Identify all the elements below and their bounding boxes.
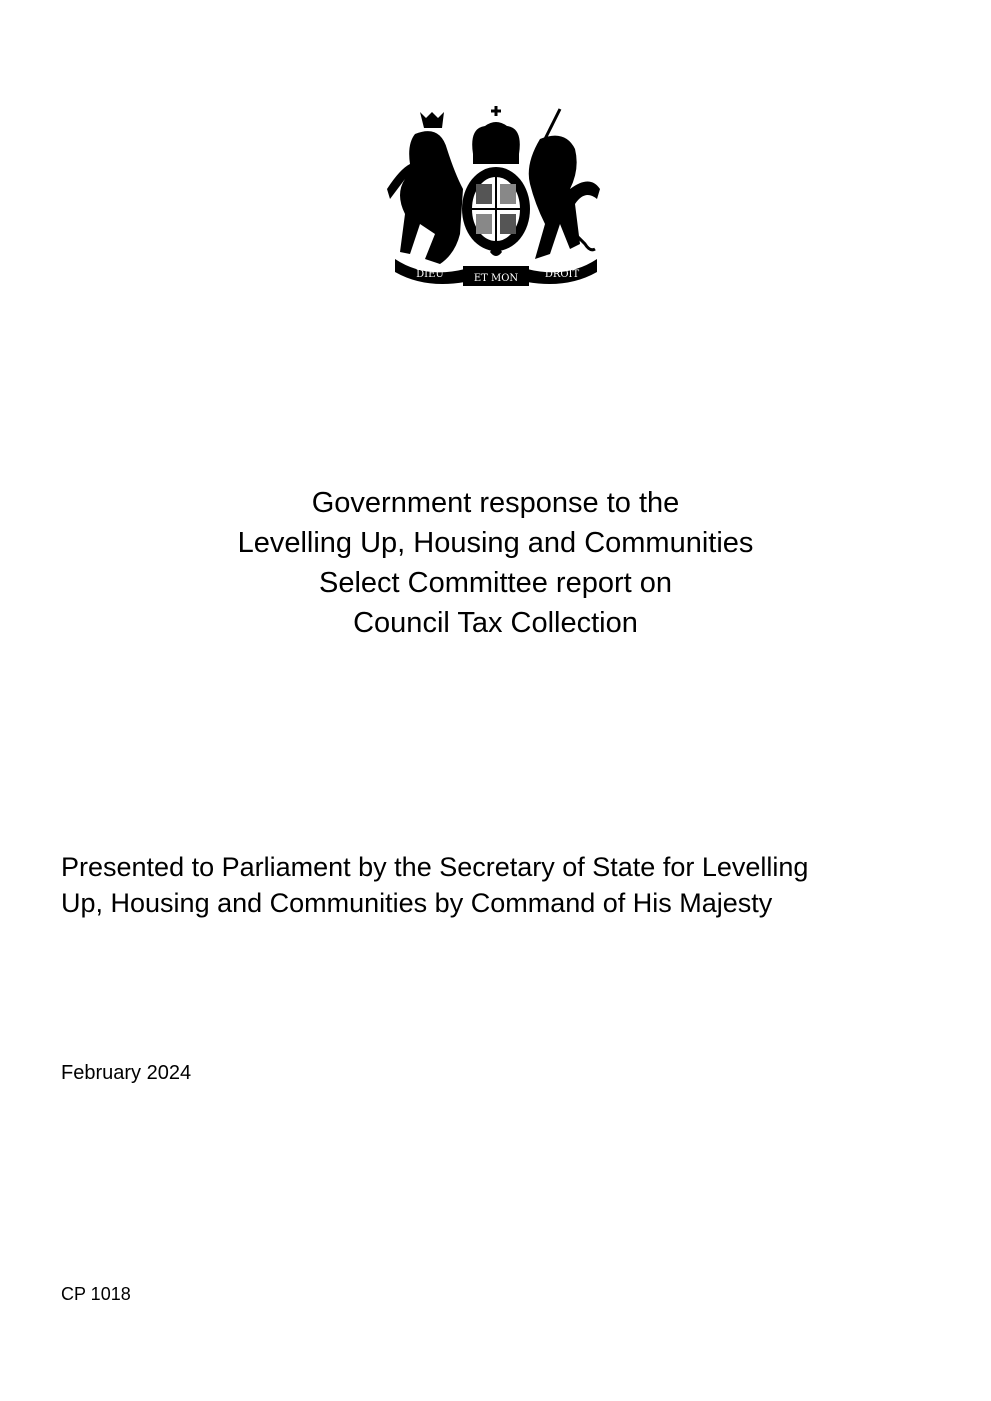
title-line: Government response to the (311, 487, 680, 519)
presented-statement (61, 849, 808, 921)
command-paper-number: CP 1018 (61, 1284, 131, 1304)
publication-date: February 2024 (61, 1062, 192, 1084)
motto-et-mon: ET MON (473, 273, 519, 284)
royal-coat-of-arms-logo (385, 104, 607, 288)
document-title (0, 483, 991, 643)
title-line: Levelling Up, Housing and Communities (237, 527, 754, 559)
motto-dieu: DIEU (416, 269, 444, 280)
motto-droit: DROIT (544, 269, 580, 280)
presented-line: Up, Housing and Communities by Command of His Majesty (61, 888, 773, 918)
presented-line: Presented to Parliament by the Secretary of State for Levelling (61, 852, 809, 882)
title-line: Council Tax Collection (353, 607, 638, 639)
title-line: Select Committee report on (319, 567, 672, 599)
